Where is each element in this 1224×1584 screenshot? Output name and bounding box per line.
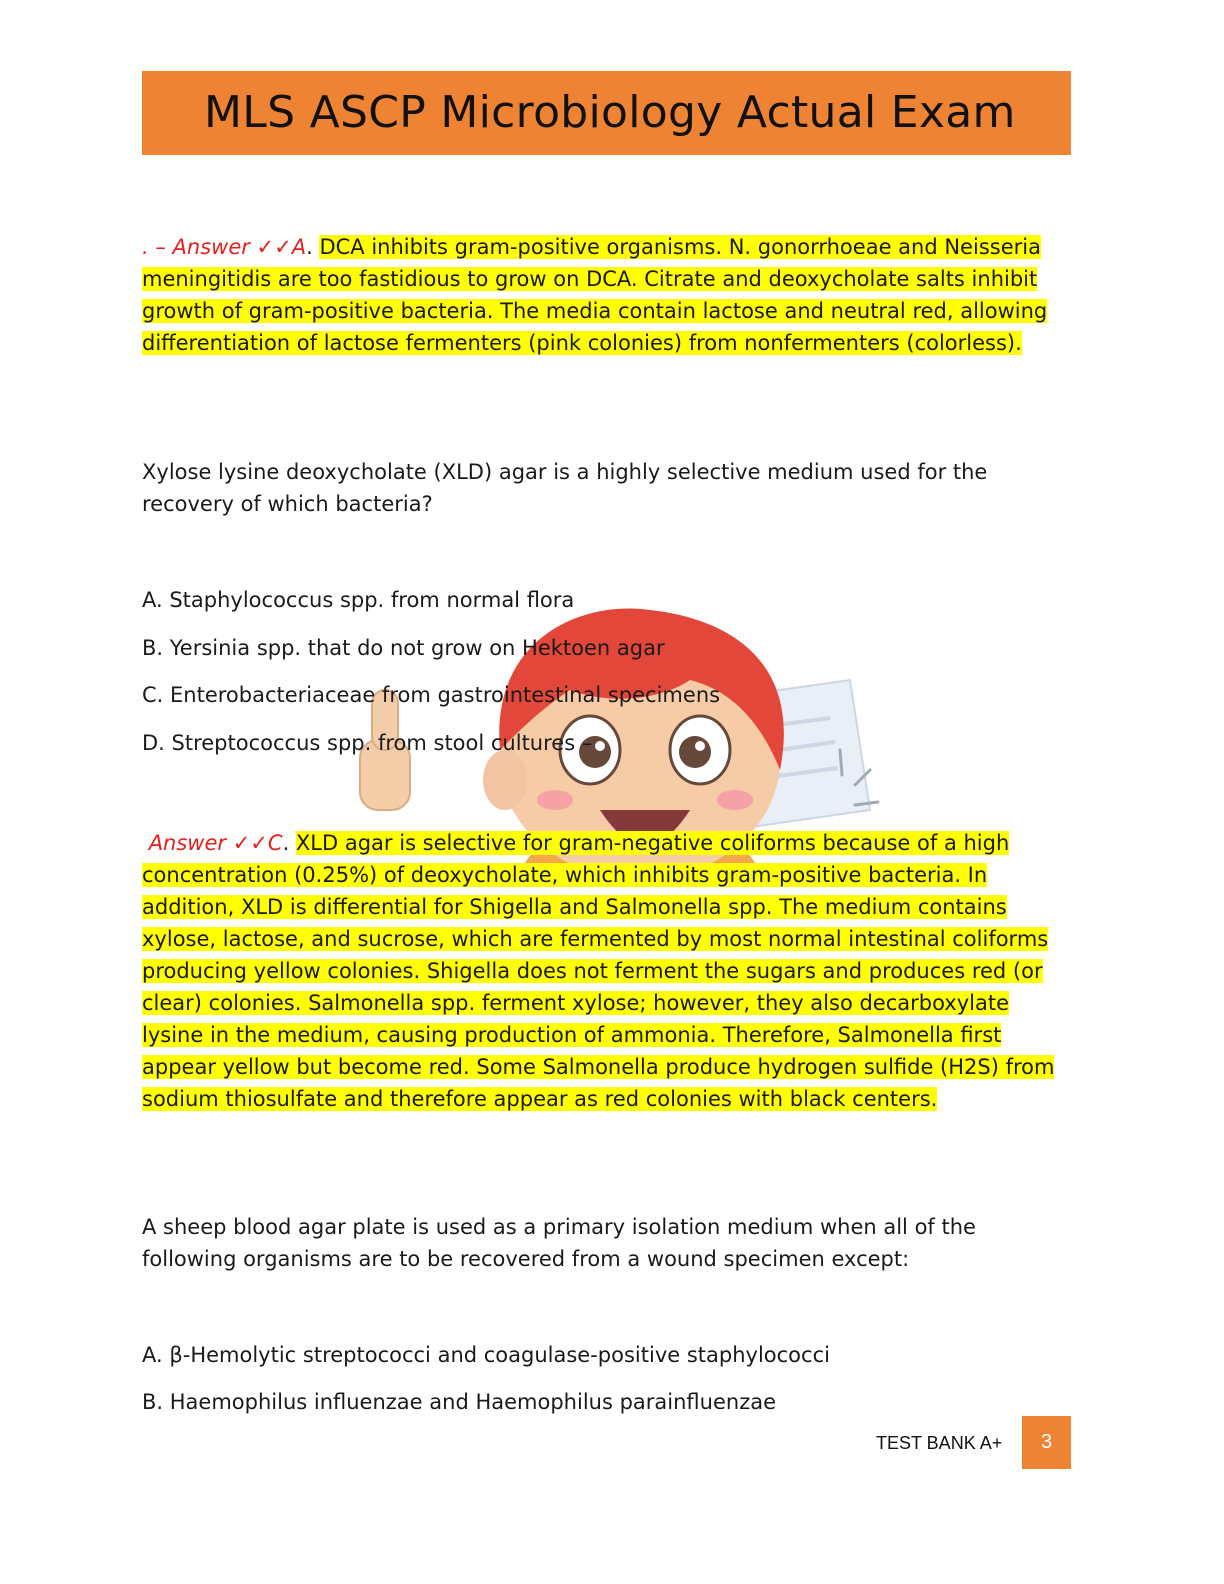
question-2-option-a: A. Staphylococcus spp. from normal flora: [142, 588, 575, 612]
question-3-text: A sheep blood agar plate is used as a primary isolation medium when all of the following organisms are to be recovered from a wound specimen except:: [142, 1215, 976, 1271]
page-number: 3: [1022, 1416, 1071, 1469]
answer-2-label: Answer ✓✓C: [148, 831, 283, 855]
answer-2-text: XLD agar is selective for gram-negative coliforms because of a high concentration (0.25%) of deoxycholate, which inhibits gram-positive bacteria. In addition, XLD is differential for Shigella and Salmonella spp. The medium contains xylose, lactose, and sucrose, which are fermented by most normal intestinal coliforms producing yellow colonies. Shigella does not ferment the sugars and produces red (or clear) colonies. Salmonella spp. ferment xylose; however, they also decarboxylate lysine in the medium, causing production of ammonia. Therefore, Salmonella first appear yellow but become red. Some Salmonella produce hydrogen sulfide (H2S) from sodium thiosulfate and therefore appear as red colonies with black centers.: [142, 831, 1055, 1111]
answer-1-prefix: . –: [142, 235, 173, 259]
question-2-option-c: C. Enterobacteriaceae from gastrointestinal specimens: [142, 683, 721, 707]
question-3-option-b: B. Haemophilus influenzae and Haemophilus parainfluenzae: [142, 1390, 776, 1414]
answer-2-paragraph: [142, 827, 1072, 1115]
answer-2-dot: .: [282, 831, 296, 855]
footer-label: TEST BANK A+: [876, 1433, 1003, 1453]
answer-1-paragraph: [142, 231, 1072, 359]
question-2-option-b: B. Yersinia spp. that do not grow on Hektoen agar: [142, 636, 665, 660]
answer-1-label: Answer ✓✓A: [172, 235, 307, 259]
question-2-option-d: D. Streptococcus spp. from stool cultures –: [142, 731, 593, 755]
header-bar: [142, 71, 1071, 155]
answer-1-dot: .: [306, 235, 320, 259]
answer-1-text: DCA inhibits gram-positive organisms. N. gonorrhoeae and Neisseria meningitidis are too fastidious to grow on DCA. Citrate and deoxycholate salts inhibit growth of gram-positive bacteria. The media contain lactose and neutral red, allowing differentiation of lactose fermenters (pink colonies) from nonfermenters (colorless).: [142, 235, 1048, 355]
document-title: MLS ASCP Microbiology Actual Exam: [204, 87, 1016, 138]
question-3-option-a: A. β-Hemolytic streptococci and coagulase-positive staphylococci: [142, 1343, 830, 1367]
question-2-text: Xylose lysine deoxycholate (XLD) agar is a highly selective medium used for the recovery of which bacteria?: [142, 460, 988, 516]
